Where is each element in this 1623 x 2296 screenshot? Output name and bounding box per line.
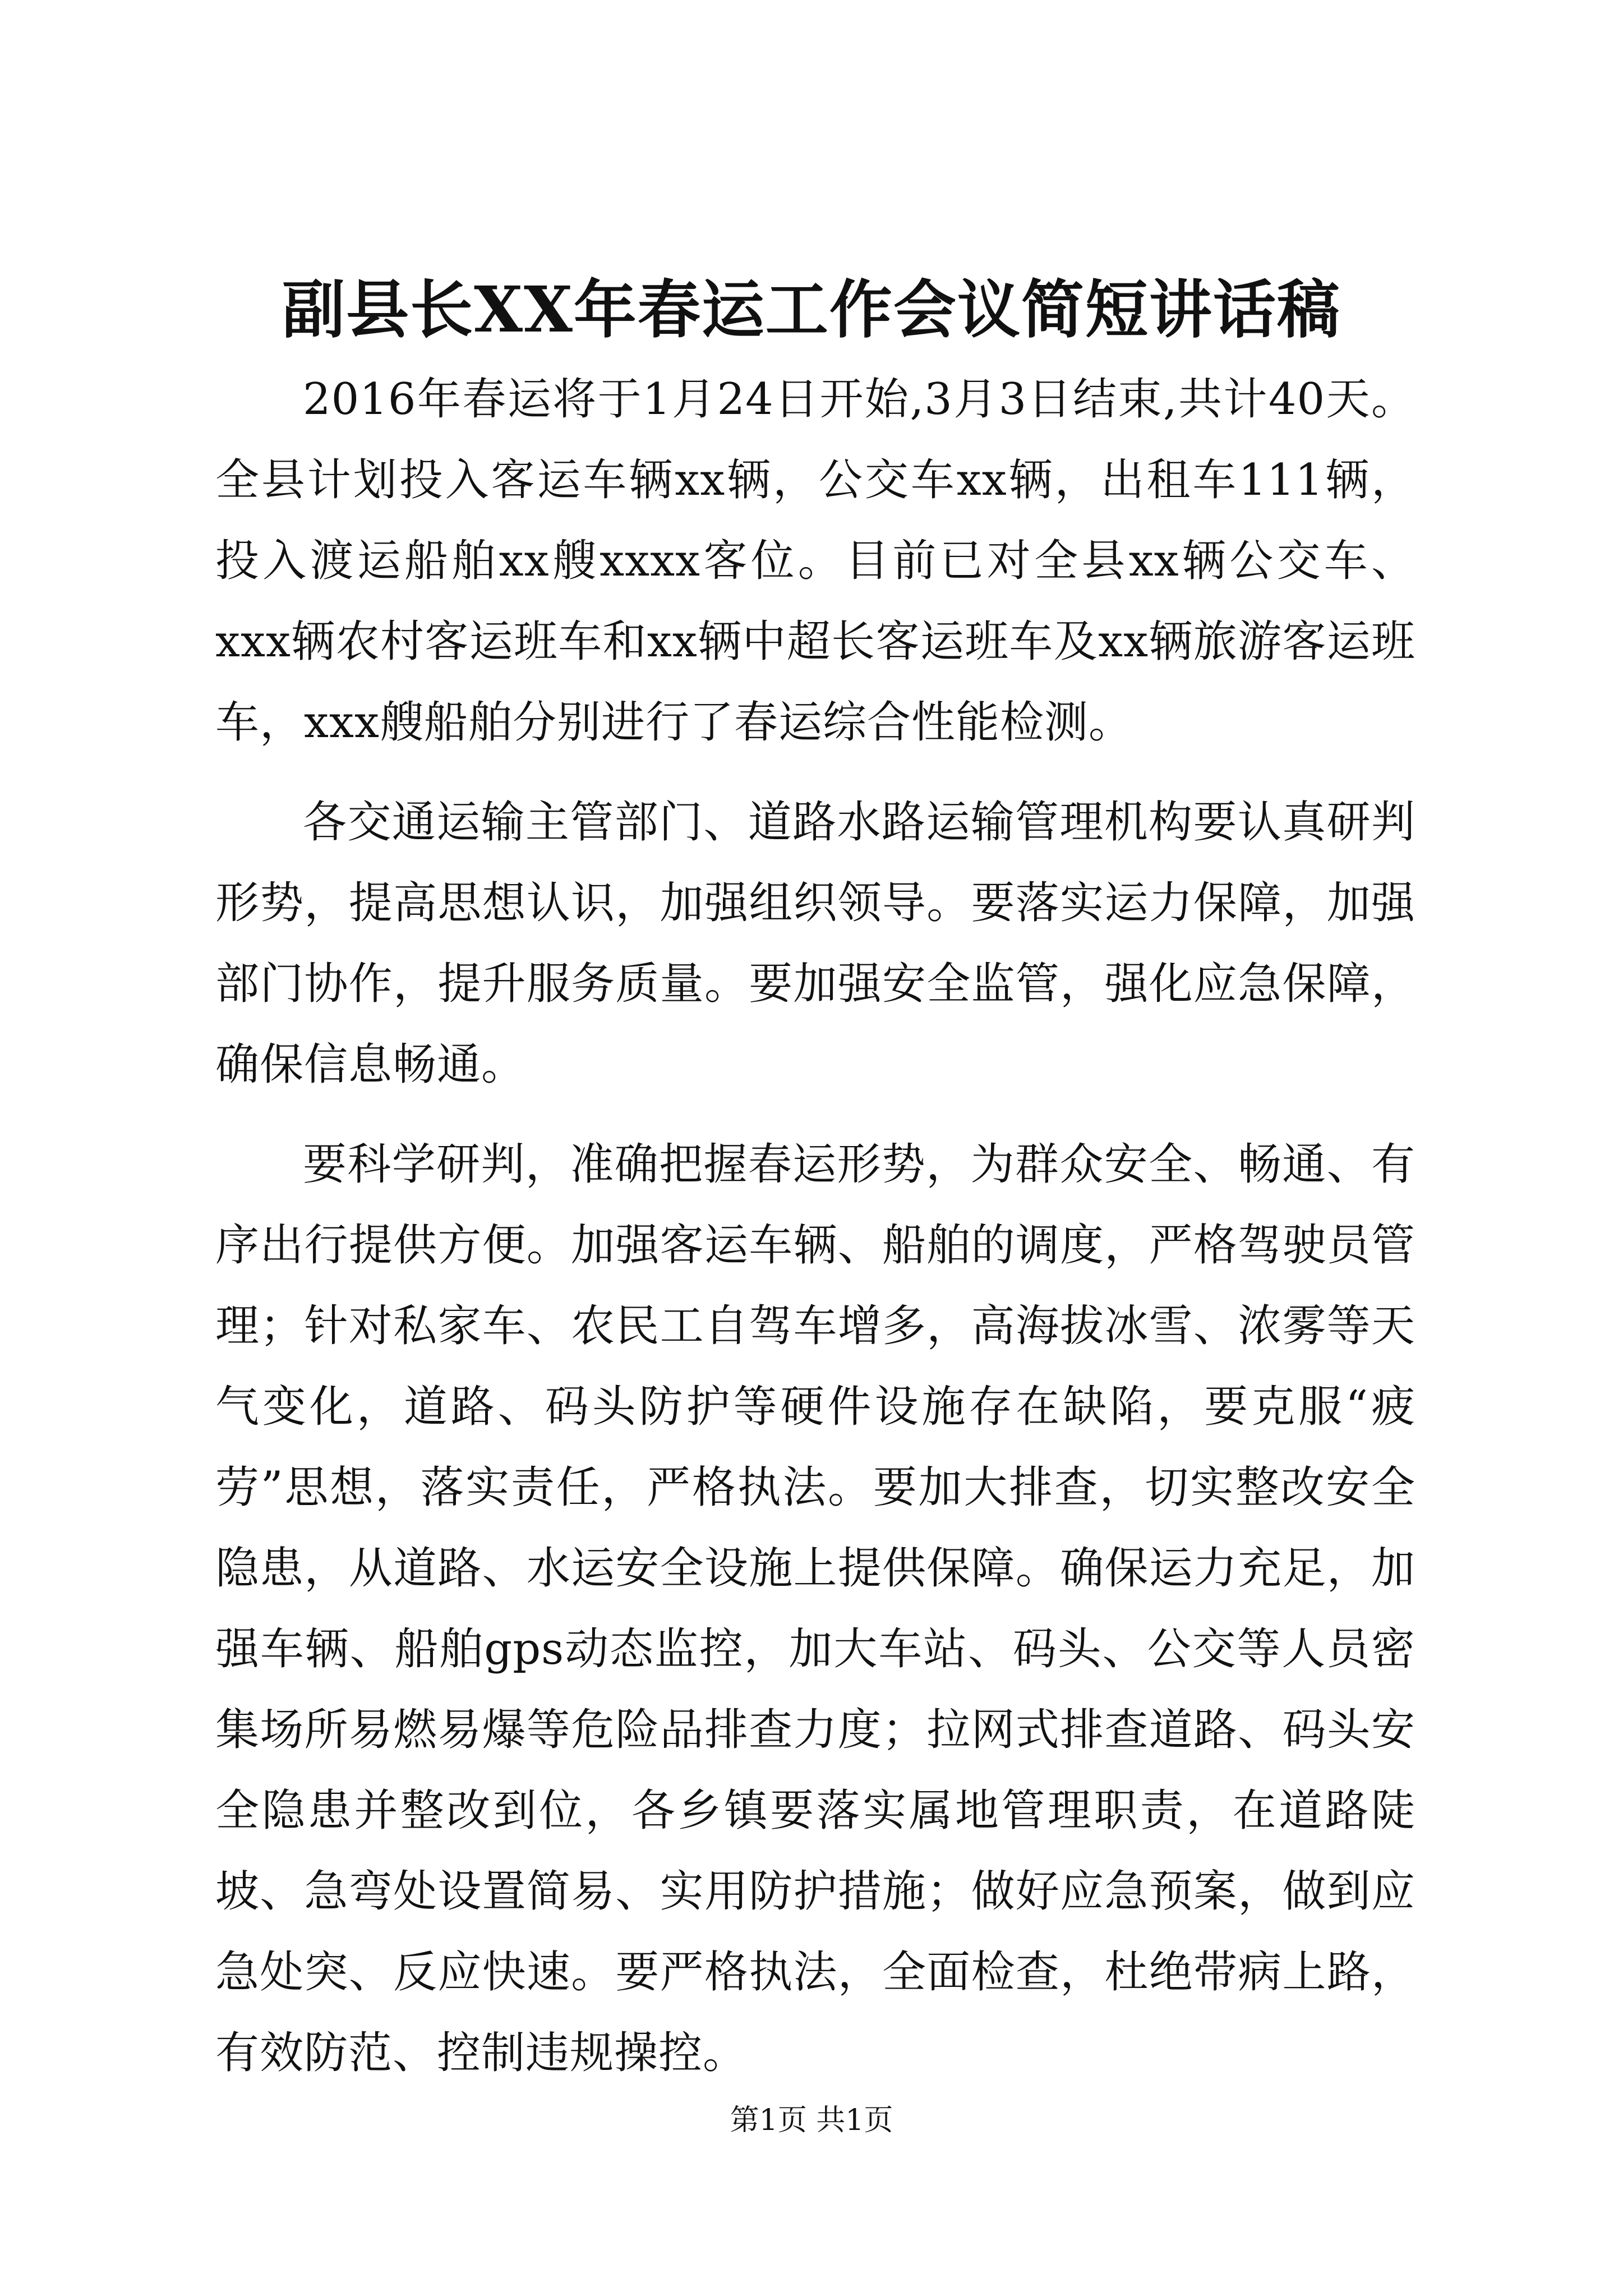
paragraph-1: 2016年春运将于1月24日开始,3月3日结束,共计40天。全县计划投入客运车辆xx辆，公交车xx辆，出租车111辆，投入渡运船舶xx艘xxxx客位。目前已对全县xx辆公交车、xxx辆农村客运班车和xx辆中超长客运班车及xx辆旅游客运班车，xxx艘船舶分别进行了春运综合性能检测。 <box>215 374 1415 748</box>
document-body <box>215 359 1415 2113</box>
paragraph-2: 各交通运输主管部门、道路水路运输管理机构要认真研判形势，提高思想认识，加强组织领导。要落实运力保障，加强部门协作，提升服务质量。要加强安全监管，强化应急保障，确保信息畅通。 <box>215 797 1415 1090</box>
page-number: 第1页 共1页 <box>730 2104 893 2137</box>
page-footer <box>0 2101 1623 2140</box>
paragraph-3: 要科学研判，准确把握春运形势，为群众安全、畅通、有序出行提供方便。加强客运车辆、船舶的调度，严格驾驶员管理；针对私家车、农民工自驾车增多，高海拔冰雪、浓雾等天气变化，道路、码头防护等硬件设施存在缺陷，要克服“疲劳”思想，落实责任，严格执法。要加大排查，切实整改安全隐患，从道路、水运安全设施上提供保障。确保运力充足，加强车辆、船舶gps动态监控，加大车站、码头、公交等人员密集场所易燃易爆等危险品排查力度；拉网式排查道路、码头安全隐患并整改到位，各乡镇要落实属地管理职责，在道路陡坡、急弯处设置简易、实用防护措施；做好应急预案，做到应急处突、反应快速。要严格执法，全面检查，杜绝带病上路，有效防范、控制违规操控。 <box>215 1139 1415 2078</box>
document-title: 副县长XX年春运工作会议简短讲话稿 <box>282 273 1341 347</box>
